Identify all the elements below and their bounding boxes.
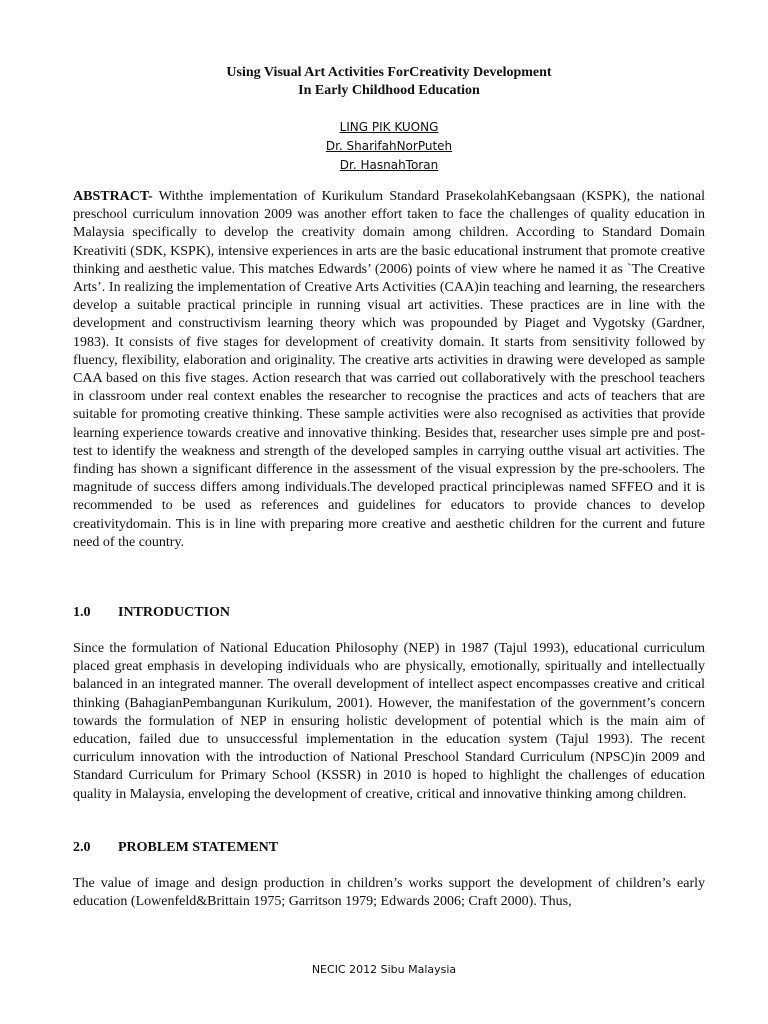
section-body-problem-statement: The value of image and design production in children’s works support the development of children’s early education (Lowenfeld&Brittain 1975; Garritson 1979; Edwards 2006; Craft 2000). Thus, bbox=[73, 875, 705, 910]
title-line-1: Using Visual Art Activities ForCreativity Development bbox=[226, 65, 552, 80]
paper-page bbox=[73, 64, 705, 911]
section-number: 1.0 bbox=[73, 605, 91, 621]
section-heading-problem-statement bbox=[73, 839, 705, 857]
section-title: INTRODUCTION bbox=[118, 605, 231, 621]
section-title: PROBLEM STATEMENT bbox=[118, 839, 279, 855]
abstract-text: Withthe implementation of Kurikulum Standard PrasekolahKebangsaan (KSPK), the national preschool curriculum innovation 2009 was another effort taken to face the challenges of quality education in Malaysia specifically to develop the creativity domain among children. According to Standard Domain Kreativiti (SDK, KSPK), intensive experiences in arts are the basic educational instrument that promote creative thinking and aesthetic value. This matches Edwards’ (2006) points of view where he named it as `The Creative Arts’. In realizing the implementation of Creative Arts Activities (CAA)in teaching and learning, the researchers develop a suitable practical principle in running visual art activities. These practices are in line with the development and constructivism learning theory which was propounded by Piaget and Vygotsky (Gardner, 1983). It consists of five stages for development of creativity domain. It starts from sensitivity followed by fluency, flexibility, elaboration and originality. The creative arts activities in drawing were developed as sample CAA based on this five stages. Action research that was carried out collaboratively with the preschool teachers in classroom under real context enables the researcher to recognise the practices and acts of teachers that are suitable for promoting creative thinking. These sample activities were also recognised as activities that provide learning experience towards creative and innovative thinking. Besides that, researcher uses simple pre and post-test to identify the weakness and strength of the developed samples in carrying outthe visual art activities. The finding has shown a significant difference in the assessment of the visual expression by the pre-schoolers. The magnitude of success differs among individuals.The developed practical principlewas named SFFEO and it is recommended to be used as references and guidelines for educators to provide chances to develop creativitydomain. This is in line with preparing more creative and aesthetic children for the current and future need of the country. bbox=[73, 189, 705, 550]
author-1: LING PIK KUONG bbox=[339, 120, 439, 134]
section-heading-introduction bbox=[73, 604, 705, 622]
abstract-label: ABSTRACT- bbox=[73, 189, 153, 204]
author-list bbox=[73, 118, 705, 175]
author-3: Dr. HasnahToran bbox=[339, 158, 439, 172]
title-line-2: In Early Childhood Education bbox=[298, 83, 480, 98]
abstract bbox=[73, 188, 705, 552]
section-body-introduction: Since the formulation of National Education Philosophy (NEP) in 1987 (Tajul 1993), educational curriculum placed great emphasis in developing individuals who are physically, emotionally, spiritually and intellectually balanced in an integrated manner. The overall development of intellect aspect encompasses creative and critical thinking (BahagianPembangunan Kurikulum, 2001). However, the manifestation of the government’s concern towards the formulation of NEP in ensuring holistic development of potential which is the main aim of education, failed due to unsuccessful implementation in the education system (Tajul 1993). The recent curriculum innovation with the introduction of National Preschool Standard Curriculum (NPSC)in 2009 and Standard Curriculum for Primary School (KSSR) in 2010 is hoped to highlight the challenges of education quality in Malaysia, enveloping the development of creative, critical and innovative thinking among children. bbox=[73, 641, 705, 802]
author-2: Dr. SharifahNorPuteh bbox=[325, 139, 453, 153]
page-footer: NECIC 2012 Sibu Malaysia bbox=[311, 963, 457, 976]
paper-title bbox=[73, 64, 705, 100]
section-number: 2.0 bbox=[73, 839, 91, 855]
